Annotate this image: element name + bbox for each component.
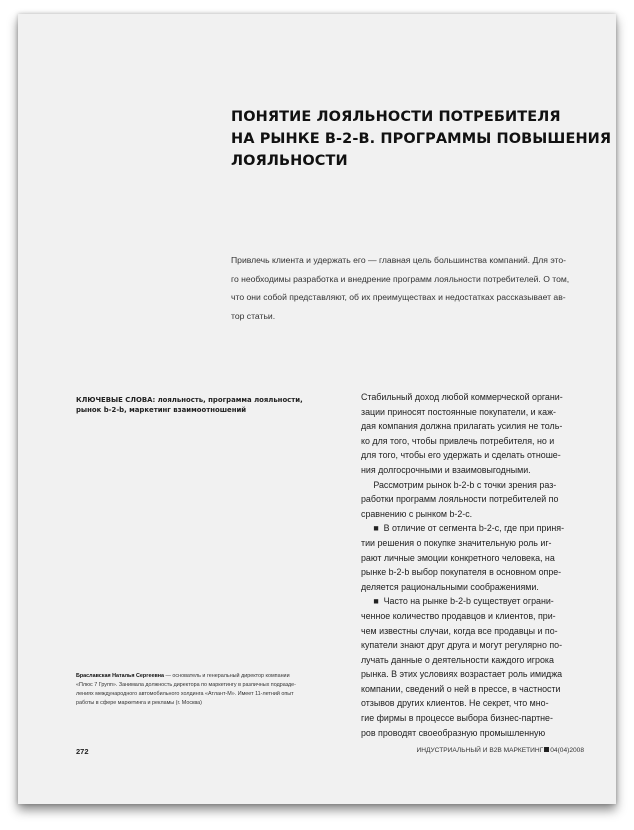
- body-line: компании, сведений о ней в прессе, в частности: [361, 683, 561, 694]
- body-line: для того, чтобы его удержать и сделать отноше-: [361, 450, 561, 461]
- body-line: ко для того, чтобы привлечь потребителя, но и: [361, 435, 555, 446]
- body-line: рынка. В этих условиях возрастает роль имиджа: [361, 669, 563, 680]
- article-title: [231, 106, 612, 172]
- author-bio-line: «Плюс 7 Групп». Занимала должность директора по маркетингу в различных подразде-: [76, 682, 296, 688]
- body-line: ров проводят своеобразную промышленную: [361, 727, 546, 738]
- body-line: ченное количество продавцов и клиентов, при-: [361, 610, 556, 621]
- journal-name: ИНДУСТРИАЛЬНЫЙ И B2B МАРКЕТИНГ: [416, 747, 544, 754]
- keywords-block: [76, 395, 326, 415]
- lead-line: го необходимы разработка и внедрение программ лояльности потребителей. О том,: [231, 273, 570, 284]
- body-line: рают личные эмоции конкретного человека, на: [361, 552, 555, 563]
- lead-line: тор статьи.: [231, 310, 276, 321]
- title-line: НА РЫНКЕ B-2-B. ПРОГРАММЫ ПОВЫШЕНИЯ: [231, 131, 612, 147]
- keywords-line: КЛЮЧЕВЫЕ СЛОВА: лояльность, программа лояльности,: [76, 396, 303, 404]
- body-line: ■ Часто на рынке b-2-b существует ограни-: [361, 596, 554, 607]
- body-line: сравнению с рынком b-2-c.: [361, 508, 473, 519]
- body-line: зации приносят постоянные покупатели, и каж-: [361, 406, 556, 417]
- body-line: рынке b-2-b выбор покупателя в основном опре-: [361, 567, 562, 578]
- page-number: 272: [76, 747, 89, 756]
- body-line: купатели знают друг друга и могут регулярно по-: [361, 640, 563, 651]
- body-line: чем известны случаи, когда все продавцы и по-: [361, 625, 558, 636]
- square-separator-icon: [544, 747, 549, 752]
- body-line: гие фирмы в процессе выбора бизнес-партне-: [361, 713, 553, 724]
- article-body-column: [361, 390, 611, 740]
- author-note: [76, 672, 346, 708]
- title-line: ЛОЯЛЬНОСТИ: [231, 153, 348, 169]
- author-name: Браславская Наталья Сергеевна: [76, 673, 165, 679]
- body-line: Рассмотрим рынок b-2-b с точки зрения раз-: [361, 479, 557, 490]
- lead-line: Привлечь клиента и удержать его — главная цель большинства компаний. Для это-: [231, 255, 566, 265]
- magazine-page: [18, 14, 616, 804]
- author-bio-line: лениях международного автомобильного холдинга «Атлант-М». Имеет 11-летний опыт: [76, 691, 294, 697]
- body-line: тии решения о покупке значительную роль иг-: [361, 537, 552, 548]
- body-line: работки программ лояльности потребителей по: [361, 494, 559, 505]
- keywords-line: рынок b-2-b, маркетинг взаимоотношений: [76, 406, 247, 414]
- body-line: лучать данные о деятельности каждого игрока: [361, 654, 554, 665]
- body-line: ния долгосрочными и взаимовыгодными.: [361, 464, 531, 475]
- author-bio-first: — основатель и генеральный директор компании: [164, 673, 290, 679]
- journal-footer: [416, 747, 584, 754]
- author-bio-line: работы в сфере маркетинга и рекламы (г. Москва): [76, 700, 202, 706]
- body-line: ■ В отличие от сегмента b-2-c, где при приня-: [361, 523, 565, 534]
- body-line: дая компания должна прилагать усилия не толь-: [361, 421, 563, 432]
- article-lead: [231, 251, 601, 325]
- issue-number: 04(04)2008: [550, 747, 584, 754]
- body-line: Стабильный доход любой коммерческой органи-: [361, 392, 563, 402]
- lead-line: что они собой представляют, об их преимуществах и недостатках рассказывает ав-: [231, 292, 566, 302]
- body-line: отзывов других клиентов. Не секрет, что мно-: [361, 698, 549, 709]
- body-line: деляется рациональными соображениями.: [361, 581, 539, 592]
- author-line-first: [76, 672, 346, 681]
- title-line: ПОНЯТИЕ ЛОЯЛЬНОСТИ ПОТРЕБИТЕЛЯ: [231, 109, 561, 125]
